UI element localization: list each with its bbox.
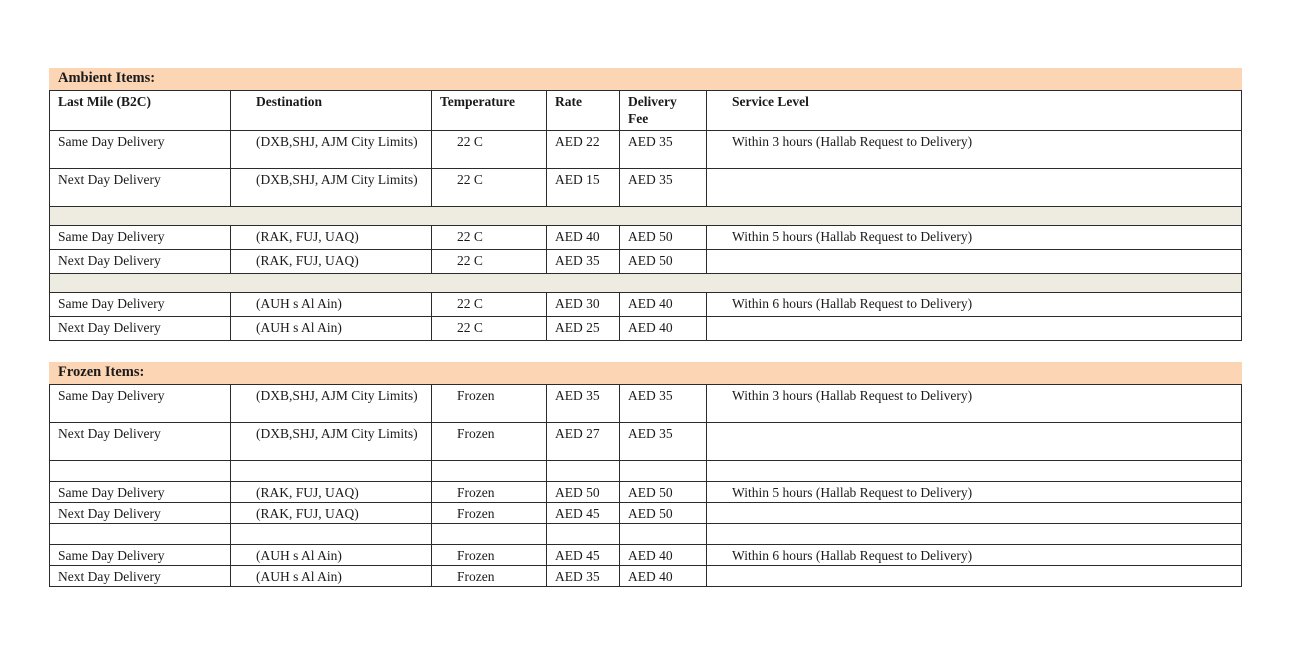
table-row <box>50 566 1242 587</box>
header-destination: Destination <box>231 91 432 131</box>
rate-cell: AED 22 <box>547 131 620 169</box>
service-cell: Next Day Delivery <box>50 250 231 274</box>
service-level-cell: Within 6 hours (Hallab Request to Delivery) <box>707 293 1242 317</box>
rate-cell: AED 27 <box>547 423 620 461</box>
service-level-cell <box>707 317 1242 341</box>
table-row <box>50 423 1242 461</box>
destination-cell: (RAK, FUJ, UAQ) <box>231 250 432 274</box>
fee-cell: AED 40 <box>620 566 707 587</box>
rate-cell: AED 35 <box>547 385 620 423</box>
destination-cell: (AUH s Al Ain) <box>231 566 432 587</box>
temperature-cell: 22 C <box>432 226 547 250</box>
table-row <box>50 293 1242 317</box>
service-level-cell: Within 5 hours (Hallab Request to Delivery) <box>707 482 1242 503</box>
rate-cell: AED 45 <box>547 503 620 524</box>
temperature-cell: Frozen <box>432 503 547 524</box>
fee-cell: AED 40 <box>620 545 707 566</box>
service-level-cell: Within 5 hours (Hallab Request to Delivery) <box>707 226 1242 250</box>
fee-cell: AED 40 <box>620 293 707 317</box>
service-cell: Same Day Delivery <box>50 293 231 317</box>
fee-cell: AED 50 <box>620 226 707 250</box>
table-row <box>50 169 1242 207</box>
ambient-section-title: Ambient Items: <box>50 69 1242 91</box>
group-separator-row <box>50 207 1242 226</box>
empty-row <box>50 524 1242 545</box>
temperature-cell: 22 C <box>432 317 547 341</box>
rate-cell: AED 50 <box>547 482 620 503</box>
destination-cell: (RAK, FUJ, UAQ) <box>231 226 432 250</box>
destination-cell: (DXB,SHJ, AJM City Limits) <box>231 169 432 207</box>
destination-cell: (DXB,SHJ, AJM City Limits) <box>231 423 432 461</box>
temperature-cell: 22 C <box>432 293 547 317</box>
service-cell: Next Day Delivery <box>50 423 231 461</box>
destination-cell: (AUH s Al Ain) <box>231 545 432 566</box>
empty-row <box>50 461 1242 482</box>
service-cell: Same Day Delivery <box>50 131 231 169</box>
rate-cell: AED 45 <box>547 545 620 566</box>
table-row <box>50 385 1242 423</box>
header-temperature: Temperature <box>432 91 547 131</box>
frozen-items-table <box>49 362 1242 587</box>
header-delivery-fee: Delivery Fee <box>620 91 707 131</box>
service-cell: Same Day Delivery <box>50 482 231 503</box>
service-cell: Same Day Delivery <box>50 545 231 566</box>
fee-cell: AED 50 <box>620 503 707 524</box>
service-level-cell: Within 6 hours (Hallab Request to Delivery) <box>707 545 1242 566</box>
rate-cell: AED 15 <box>547 169 620 207</box>
group-separator-row <box>50 274 1242 293</box>
temperature-cell: Frozen <box>432 385 547 423</box>
fee-cell: AED 40 <box>620 317 707 341</box>
service-level-cell <box>707 423 1242 461</box>
fee-cell: AED 35 <box>620 423 707 461</box>
service-cell: Next Day Delivery <box>50 169 231 207</box>
temperature-cell: Frozen <box>432 482 547 503</box>
temperature-cell: 22 C <box>432 250 547 274</box>
service-level-cell <box>707 169 1242 207</box>
destination-cell: (AUH s Al Ain) <box>231 317 432 341</box>
rate-cell: AED 35 <box>547 250 620 274</box>
table-row <box>50 131 1242 169</box>
fee-cell: AED 50 <box>620 250 707 274</box>
service-level-cell <box>707 566 1242 587</box>
table-header-row <box>50 91 1242 131</box>
ambient-items-table <box>49 68 1242 341</box>
service-cell: Next Day Delivery <box>50 566 231 587</box>
destination-cell: (DXB,SHJ, AJM City Limits) <box>231 131 432 169</box>
service-cell: Next Day Delivery <box>50 503 231 524</box>
fee-cell: AED 50 <box>620 482 707 503</box>
table-row <box>50 317 1242 341</box>
rate-cell: AED 35 <box>547 566 620 587</box>
rate-cell: AED 25 <box>547 317 620 341</box>
header-service-level: Service Level <box>707 91 1242 131</box>
temperature-cell: 22 C <box>432 169 547 207</box>
service-cell: Same Day Delivery <box>50 385 231 423</box>
service-level-cell <box>707 503 1242 524</box>
header-rate: Rate <box>547 91 620 131</box>
frozen-section-title: Frozen Items: <box>50 363 1242 385</box>
fee-cell: AED 35 <box>620 169 707 207</box>
rate-cell: AED 30 <box>547 293 620 317</box>
service-cell: Next Day Delivery <box>50 317 231 341</box>
temperature-cell: 22 C <box>432 131 547 169</box>
destination-cell: (RAK, FUJ, UAQ) <box>231 482 432 503</box>
fee-cell: AED 35 <box>620 131 707 169</box>
service-level-cell <box>707 250 1242 274</box>
fee-cell: AED 35 <box>620 385 707 423</box>
destination-cell: (RAK, FUJ, UAQ) <box>231 503 432 524</box>
table-row <box>50 250 1242 274</box>
section-title-row <box>50 363 1242 385</box>
table-row <box>50 503 1242 524</box>
temperature-cell: Frozen <box>432 423 547 461</box>
temperature-cell: Frozen <box>432 545 547 566</box>
service-level-cell: Within 3 hours (Hallab Request to Delivery) <box>707 131 1242 169</box>
service-cell: Same Day Delivery <box>50 226 231 250</box>
destination-cell: (AUH s Al Ain) <box>231 293 432 317</box>
section-title-row <box>50 69 1242 91</box>
destination-cell: (DXB,SHJ, AJM City Limits) <box>231 385 432 423</box>
rate-cell: AED 40 <box>547 226 620 250</box>
header-last-mile: Last Mile (B2C) <box>50 91 231 131</box>
service-level-cell: Within 3 hours (Hallab Request to Delivery) <box>707 385 1242 423</box>
table-row <box>50 226 1242 250</box>
table-row <box>50 482 1242 503</box>
temperature-cell: Frozen <box>432 566 547 587</box>
table-row <box>50 545 1242 566</box>
